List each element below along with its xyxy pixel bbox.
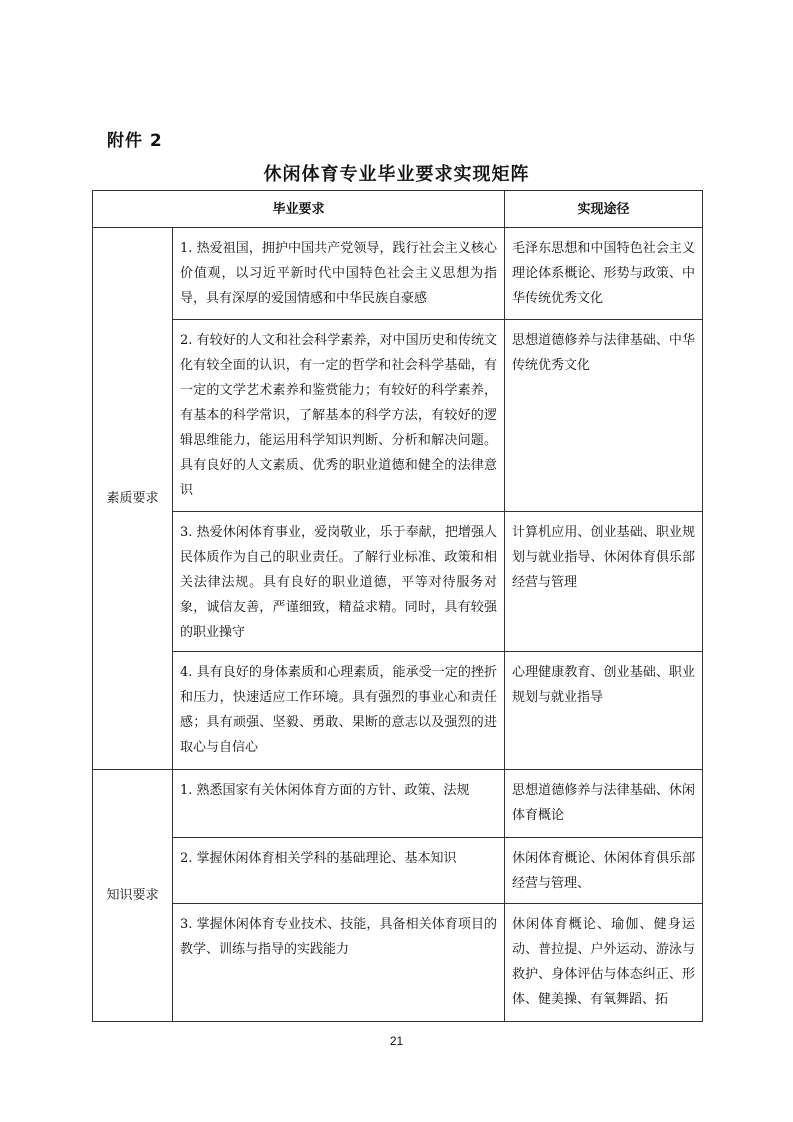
table-row — [93, 320, 703, 512]
table-row — [93, 512, 703, 652]
requirement-cell — [173, 320, 505, 512]
requirement-cell — [173, 838, 505, 904]
attachment-label: 附件 2 — [107, 131, 163, 151]
document-title: 休闲体育专业毕业要求实现矩阵 — [263, 164, 530, 185]
path-cell — [505, 904, 703, 1022]
requirement-text: 3. 掌握休闲体育专业技术、技能，具备相关体育项目的教学、训练与指导的实践能力 — [180, 917, 498, 957]
requirement-cell — [173, 228, 505, 320]
path-cell — [505, 652, 703, 770]
table-row — [93, 770, 703, 838]
requirement-cell — [173, 512, 505, 652]
header-path: 实现途径 — [505, 191, 703, 228]
requirement-cell — [173, 652, 505, 770]
path-text: 思想道德修养与法律基础、中华传统优秀文化 — [512, 333, 696, 373]
path-text: 计算机应用、创业基础、职业规划与就业指导、休闲体育俱乐部经营与管理 — [512, 525, 696, 590]
requirement-text: 3. 热爱休闲体育事业，爱岗敬业，乐于奉献，把增强人民体质作为自己的职业责任。了解行业标准、政策和相关法律法规。具有良好的职业道德，平等对待服务对象，诚信友善，严谨细致，精益求精。同时，具有较强的职业操守 — [180, 525, 498, 640]
path-text: 思想道德修养与法律基础、休闲体育概论 — [512, 783, 696, 823]
table-row — [93, 904, 703, 1022]
path-cell — [505, 320, 703, 512]
requirement-text: 1. 熟悉国家有关休闲体育方面的方针、政策、法规 — [180, 783, 470, 798]
table-row — [93, 228, 703, 320]
path-text: 心理健康教育、创业基础、职业规划与就业指导 — [512, 665, 696, 705]
path-cell — [505, 770, 703, 838]
path-text: 休闲体育概论、休闲体育俱乐部经营与管理、 — [512, 851, 696, 891]
requirement-text: 1. 热爱祖国，拥护中国共产党领导，践行社会主义核心价值观，以习近平新时代中国特色社会主义思想为指导，具有深厚的爱国情感和中华民族自豪感 — [180, 241, 498, 306]
table-row — [93, 652, 703, 770]
category-cell-knowledge: 知识要求 — [93, 770, 173, 1022]
path-text: 毛泽东思想和中国特色社会主义理论体系概论、形势与政策、中华传统优秀文化 — [512, 241, 696, 306]
requirements-matrix-table — [92, 190, 703, 1022]
requirement-text: 2. 有较好的人文和社会科学素养，对中国历史和传统文化有较全面的认识，有一定的哲学和社会科学基础，有一定的文学艺术素养和鉴赏能力；有较好的科学素养，有基本的科学常识，了解基本的科学方法，有较好的逻辑思维能力，能运用科学知识判断、分析和解决问题。具有良好的人文素质、优秀的职业道德和健全的法律意识 — [180, 333, 498, 498]
path-cell — [505, 228, 703, 320]
category-cell-quality: 素质要求 — [93, 228, 173, 770]
table-row — [93, 838, 703, 904]
header-requirement: 毕业要求 — [93, 191, 505, 228]
table-header-row — [93, 191, 703, 228]
path-cell — [505, 838, 703, 904]
page-number: 21 — [389, 1034, 404, 1048]
requirement-cell — [173, 904, 505, 1022]
path-text: 休闲体育概论、瑜伽、健身运动、普拉提、户外运动、游泳与救护、身体评估与体态纠正、形体、健美操、有氧舞蹈、拓 — [512, 917, 696, 1007]
path-cell — [505, 512, 703, 652]
requirement-cell — [173, 770, 505, 838]
requirement-text: 2. 掌握休闲体育相关学科的基础理论、基本知识 — [180, 851, 457, 866]
requirement-text: 4. 具有良好的身体素质和心理素质，能承受一定的挫折和压力，快速适应工作环境。具有强烈的事业心和责任感；具有顽强、坚毅、勇敢、果断的意志以及强烈的进取心与自信心 — [180, 665, 498, 755]
